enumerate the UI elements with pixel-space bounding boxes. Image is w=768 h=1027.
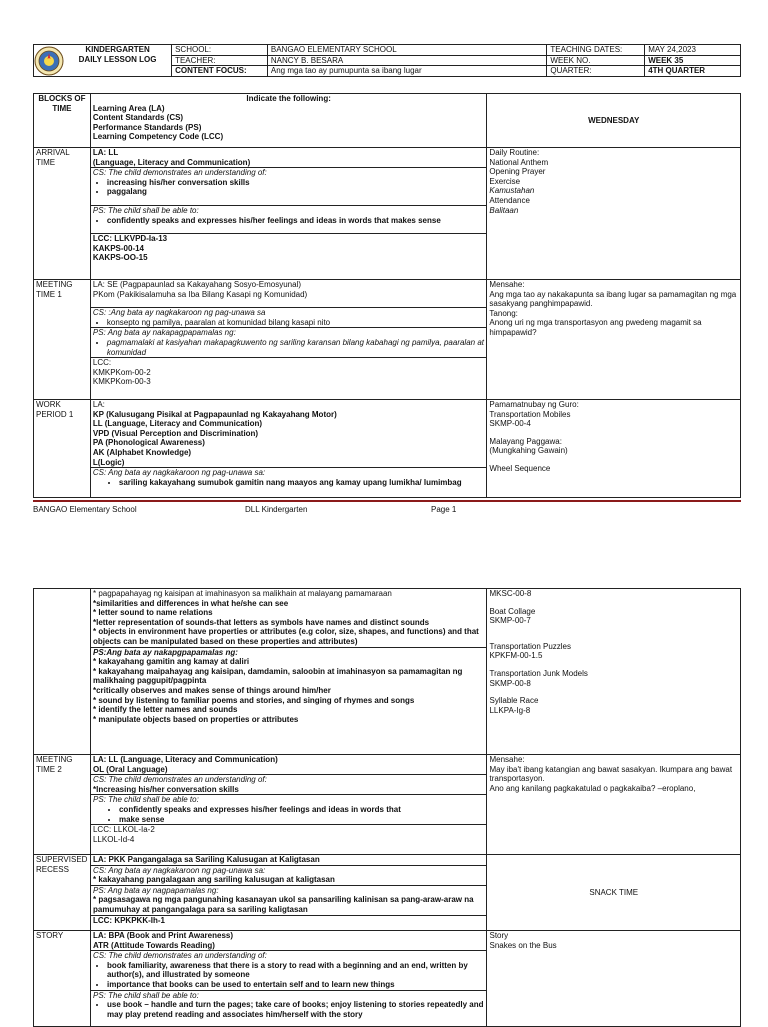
footer-school: BANGAO Elementary School [33, 505, 137, 514]
cs-cont-line: * objects in environment have properties or attributes (e.g color, size, shapes, and functions) and that objects can be manipulated based on these properties and attributes) [92, 627, 479, 646]
ps-item: • make sense [119, 815, 485, 825]
content-focus-value: Ang mga tao ay pumupunta sa ibang lugar [267, 66, 547, 77]
ps-item: * sound by listening to familiar poems and stories, and singing of rhymes and songs [92, 695, 415, 705]
mensahe-text: May iba't ibang katangian ang bawat sasakyan. Ikumpara ang bawat transportasyon. [489, 764, 733, 784]
lcc-line: LCC: LLKVPD-Ia-13 [92, 234, 168, 244]
cs-section [91, 167, 487, 205]
cs-cont-line: * letter sound to name relations [92, 608, 213, 618]
work-period-1-cont-block [34, 589, 91, 755]
la-subline: ATR (Attitude Towards Reading) [92, 940, 215, 950]
meeting-time-2-block: MEETING TIME 2 [34, 755, 91, 855]
snack-time: SNACK TIME [487, 855, 741, 931]
activity-line: Syllable Race [489, 696, 539, 706]
supervised-recess-block: SUPERVISED RECESS [34, 855, 91, 931]
story-block: STORY [34, 931, 91, 1027]
lcc-line: LLKOL-Id-4 [92, 834, 135, 844]
activity-line: (Mungkahing Gawain) [489, 446, 568, 456]
routine-item: Daily Routine: [489, 148, 540, 157]
lcc-line: KAKPS-00-14 [92, 243, 145, 253]
meeting-time-1-block: MEETING TIME 1 [34, 280, 91, 400]
la-subline: (Language, Literacy and Communication) [92, 157, 251, 167]
indicate-line: Learning Area (LA) [92, 103, 165, 113]
story-details [90, 931, 487, 1027]
activity-line: Boat Collage [489, 606, 536, 616]
cs-section [91, 467, 487, 487]
mensahe-label: Mensahe: [489, 280, 525, 289]
activity-line: SKMP-00-7 [489, 616, 531, 626]
story-title: Snakes on the Bus [489, 940, 557, 950]
activity-line: Transportation Mobiles [489, 409, 571, 419]
lcc-section [91, 357, 487, 387]
activity-line: Wheel Sequence [489, 463, 551, 473]
teaching-dates-value: MAY 24,2023 [645, 45, 741, 56]
meeting-time-1-details [90, 280, 487, 400]
cs-line: CS: Ang bata ay nagkakaroon ng pag-unawa sa: [92, 865, 266, 875]
cs-section [91, 865, 487, 885]
quarter-label: QUARTER: [547, 66, 645, 77]
work-period-1-details [90, 400, 487, 498]
ps-item: • pagmamalaki at kasiyahan makapagkuwento ng sariling karansan bilang kabahagi ng pamilya, paaralan at komunidad [107, 338, 485, 357]
ps-line: PS: The child shall be able to: [92, 205, 199, 215]
arrival-details [90, 148, 487, 280]
ps-item: • use book – handle and turn the pages; take care of books; enjoy listening to stories repeatedly and may play pretend reading and associates him/herself with the story [107, 1000, 485, 1019]
la-subline: PKom (Pakikisalamuha sa Iba Bilang Kasapi ng Komunidad) [92, 289, 308, 299]
cs-item: • konsepto ng pamilya, paaralan at komunidad bilang kasapi nito [107, 318, 485, 328]
activity-line: Transportation Junk Models [489, 668, 588, 678]
activity-line: Pamamatnubay ng Guro: [489, 400, 579, 409]
cs-line: CS: Ang bata ay nagkakaroon ng pag-unawa sa: [92, 468, 266, 478]
footer-doc: DLL Kindergarten [245, 505, 308, 514]
ps-line: PS: The child shall be able to: [92, 795, 199, 805]
meeting-time-2-details [90, 755, 487, 855]
cs-item: • sariling kakayahang sumubok gamitin nang maayos ang kamay upang lumikha/ lumimbag [119, 478, 485, 488]
header-title-cell [34, 45, 172, 77]
day-header: WEDNESDAY [487, 94, 741, 148]
footer-page: Page 1 [431, 505, 457, 514]
header-title-1: KINDERGARTEN [85, 45, 150, 54]
indicate-title: Indicate the following: [246, 94, 331, 103]
cs-section [91, 774, 487, 794]
routine-item: Exercise [489, 176, 521, 186]
cs-item: • importance that books can be used to entertain self and to learn new things [107, 980, 485, 990]
routine-item: Kamustahan [489, 186, 535, 196]
school-label: SCHOOL: [172, 45, 268, 56]
cs-item: *Increasing his/her conversation skills [92, 784, 239, 794]
ps-item: * kakayahang maipahayag ang kaisipan, damdamin, saloobin at imahinasyon sa pamamagitan ng malikhaing paggupit/pagpinta [92, 666, 463, 686]
ps-section [91, 990, 487, 1020]
header-title-2: DAILY LESSON LOG [78, 54, 157, 64]
indicate-line: Content Standards (CS) [92, 113, 184, 123]
ps-item: * identify the letter names and sounds [92, 705, 238, 715]
cs-line: CS: The child demonstrates an understanding of: [92, 775, 267, 785]
cs-cont-line: * pagpapahayag ng kaisipan at imahinasyon sa malikhain at malayang pamamaraan [92, 589, 392, 598]
tanong-text: Anong uri ng mga transportasyon ang pwedeng magamit sa himpapawid? [489, 318, 702, 337]
teacher-value: NANCY B. BESARA [267, 55, 547, 66]
story-activities [487, 931, 741, 1027]
la-area: KP (Kalusugang Pisikal at Pagpapaunlad ng Kakayahang Motor) [92, 409, 337, 419]
activity-line: Malayang Paggawa: [489, 436, 562, 446]
routine-item: Opening Prayer [489, 167, 546, 177]
lesson-table-page1 [33, 93, 741, 498]
story-label: Story [489, 931, 509, 940]
teacher-label: TEACHER: [172, 55, 268, 66]
arrival-activities [487, 148, 741, 280]
cs-section [91, 950, 487, 989]
lcc-line: LCC: KPKPKK-Ih-1 [91, 915, 487, 926]
la-line: LA: LL [92, 148, 119, 157]
meeting-time-1-activities [487, 280, 741, 400]
lcc-line: KMKPKom-00-2 [92, 367, 151, 377]
work-period-1-block: WORK PERIOD 1 [34, 400, 91, 498]
meeting-time-2-activities [487, 755, 741, 855]
ps-item: * manipulate objects based on properties or attributes [92, 714, 299, 724]
activity-line: SKMP-00-8 [489, 678, 531, 688]
supervised-recess-details [90, 855, 487, 931]
tanong-label: Tanong: [489, 308, 518, 318]
indicate-line: Performance Standards (PS) [92, 122, 202, 132]
lcc-line: KMKPKom-00-3 [92, 377, 151, 387]
lcc-section [91, 824, 487, 844]
routine-item: National Anthem [489, 157, 549, 167]
ps-item: *critically observes and makes sense of things around him/her [92, 685, 331, 695]
footer-divider [33, 500, 741, 502]
teaching-dates-label: TEACHING DATES: [547, 45, 645, 56]
activity-line: LLKPA-Ig-8 [489, 705, 531, 715]
ps-section [91, 647, 487, 725]
ps-line: PS:Ang bata ay nakapgpapamalas ng: [92, 647, 238, 657]
cs-line: CS: :Ang bata ay nagkakaroon ng pag-unawa sa [92, 308, 266, 318]
la-area: VPD (Visual Perception and Discrimination) [92, 428, 259, 438]
cs-cont-line: *letter representation of sounds-that letters as symbols have names and distinct sounds [92, 617, 430, 627]
ps-line: PS: Ang bata ay nakapagpapamalas ng: [92, 328, 236, 338]
ps-item: * kakayahang gamitin ang kamay at daliri [92, 657, 250, 667]
ps-section [91, 885, 487, 915]
cs-line: CS: The child demonstrates an understanding of: [92, 951, 267, 961]
week-value: WEEK 35 [645, 55, 741, 66]
ps-section [91, 205, 487, 233]
cs-line: CS: The child demonstrates an understanding of: [92, 168, 267, 178]
la-line: LA: BPA (Book and Print Awareness) [92, 931, 234, 940]
indicate-header [90, 94, 487, 148]
activity-line: SKMP-00-4 [489, 419, 531, 429]
la-line: LA: PKK Pangangalaga sa Sariling Kalusugan at Kaligtasan [92, 855, 320, 864]
lcc-line: LCC: LLKOL-Ia-2 [92, 825, 155, 835]
la-line: LA: [92, 400, 105, 409]
activity-line: Transportation Puzzles [489, 641, 572, 651]
mensahe-text: Ang mga tao ay nakakapunta sa ibang lugar sa pamamagitan ng mga sasakyang panghimpapawid. [489, 289, 737, 309]
school-value: BANGAO ELEMENTARY SCHOOL [267, 45, 547, 56]
ps-line: PS: Ang bata ay nagpapamalas ng: [92, 885, 219, 895]
mensahe-text: Ano ang kanilang pagkakatulad o pagkakaiba? –eroplano, [489, 783, 696, 793]
ps-section [91, 794, 487, 824]
la-line: LA: LL (Language, Literacy and Communication) [92, 755, 278, 764]
blocks-of-time-header: BLOCKS OF TIME [34, 94, 91, 148]
routine-item: Attendance [489, 195, 530, 205]
ps-item: • confidently speaks and expresses his/her feelings and ideas in words that [119, 805, 485, 815]
lcc-section [91, 233, 487, 263]
cs-item: • book familiarity, awareness that there is a story to read with a beginning and an end, written by author(s), and illustrated by someone [107, 961, 485, 980]
week-label: WEEK NO. [547, 55, 645, 66]
la-area: L(Logic) [92, 457, 125, 467]
cs-item: * kakayahang pangalagaan ang sariling kalusugan at kaligtasan [92, 875, 335, 885]
lesson-table-page2 [33, 588, 741, 1027]
la-area: PA (Phonological Awareness) [92, 438, 205, 448]
la-area: LL (Language, Literacy and Communication) [92, 419, 263, 429]
la-subline: OL (Oral Language) [92, 764, 168, 774]
cs-item: • paggalang [107, 187, 485, 197]
arrival-time-block: ARRIVAL TIME [34, 148, 91, 280]
ps-section [91, 327, 487, 357]
routine-item: Balitaan [489, 205, 519, 215]
ps-line: PS: The child shall be able to: [92, 990, 199, 1000]
header-table [33, 44, 741, 77]
mensahe-label: Mensahe: [489, 755, 525, 764]
cs-section [91, 307, 487, 327]
lcc-line: KAKPS-OO-15 [92, 253, 148, 263]
ps-item: • confidently speaks and expresses his/her feelings and ideas in words that makes sense [107, 216, 485, 226]
cs-item: • increasing his/her conversation skills [107, 178, 485, 188]
la-line: LA: SE (Pagpapaunlad sa Kakayahang Sosyo-Emosyunal) [92, 280, 302, 289]
work-period-1-activities [487, 400, 741, 498]
activity-line: MKSC-00-8 [489, 589, 532, 598]
work-period-1-cont-activities [487, 589, 741, 755]
activity-line: KPKFM-00-1.5 [489, 651, 543, 661]
content-focus-label: CONTENT FOCUS: [172, 66, 268, 77]
quarter-value: 4TH QUARTER [645, 66, 741, 77]
ps-item: * pagsasagawa ng mga pangunahing kasanayan ukol sa pansariling kalinisan sa pang-araw-araw na pamumuhay at pangangalaga para sa sariling kaligtasan [92, 895, 474, 914]
lcc-line: LCC: [92, 358, 112, 368]
work-period-1-cont-details [90, 589, 487, 755]
la-area: AK (Alphabet Knowledge) [92, 447, 192, 457]
indicate-line: Learning Competency Code (LCC) [92, 132, 224, 142]
cs-cont-line: *similarities and differences in what he/she can see [92, 598, 289, 608]
